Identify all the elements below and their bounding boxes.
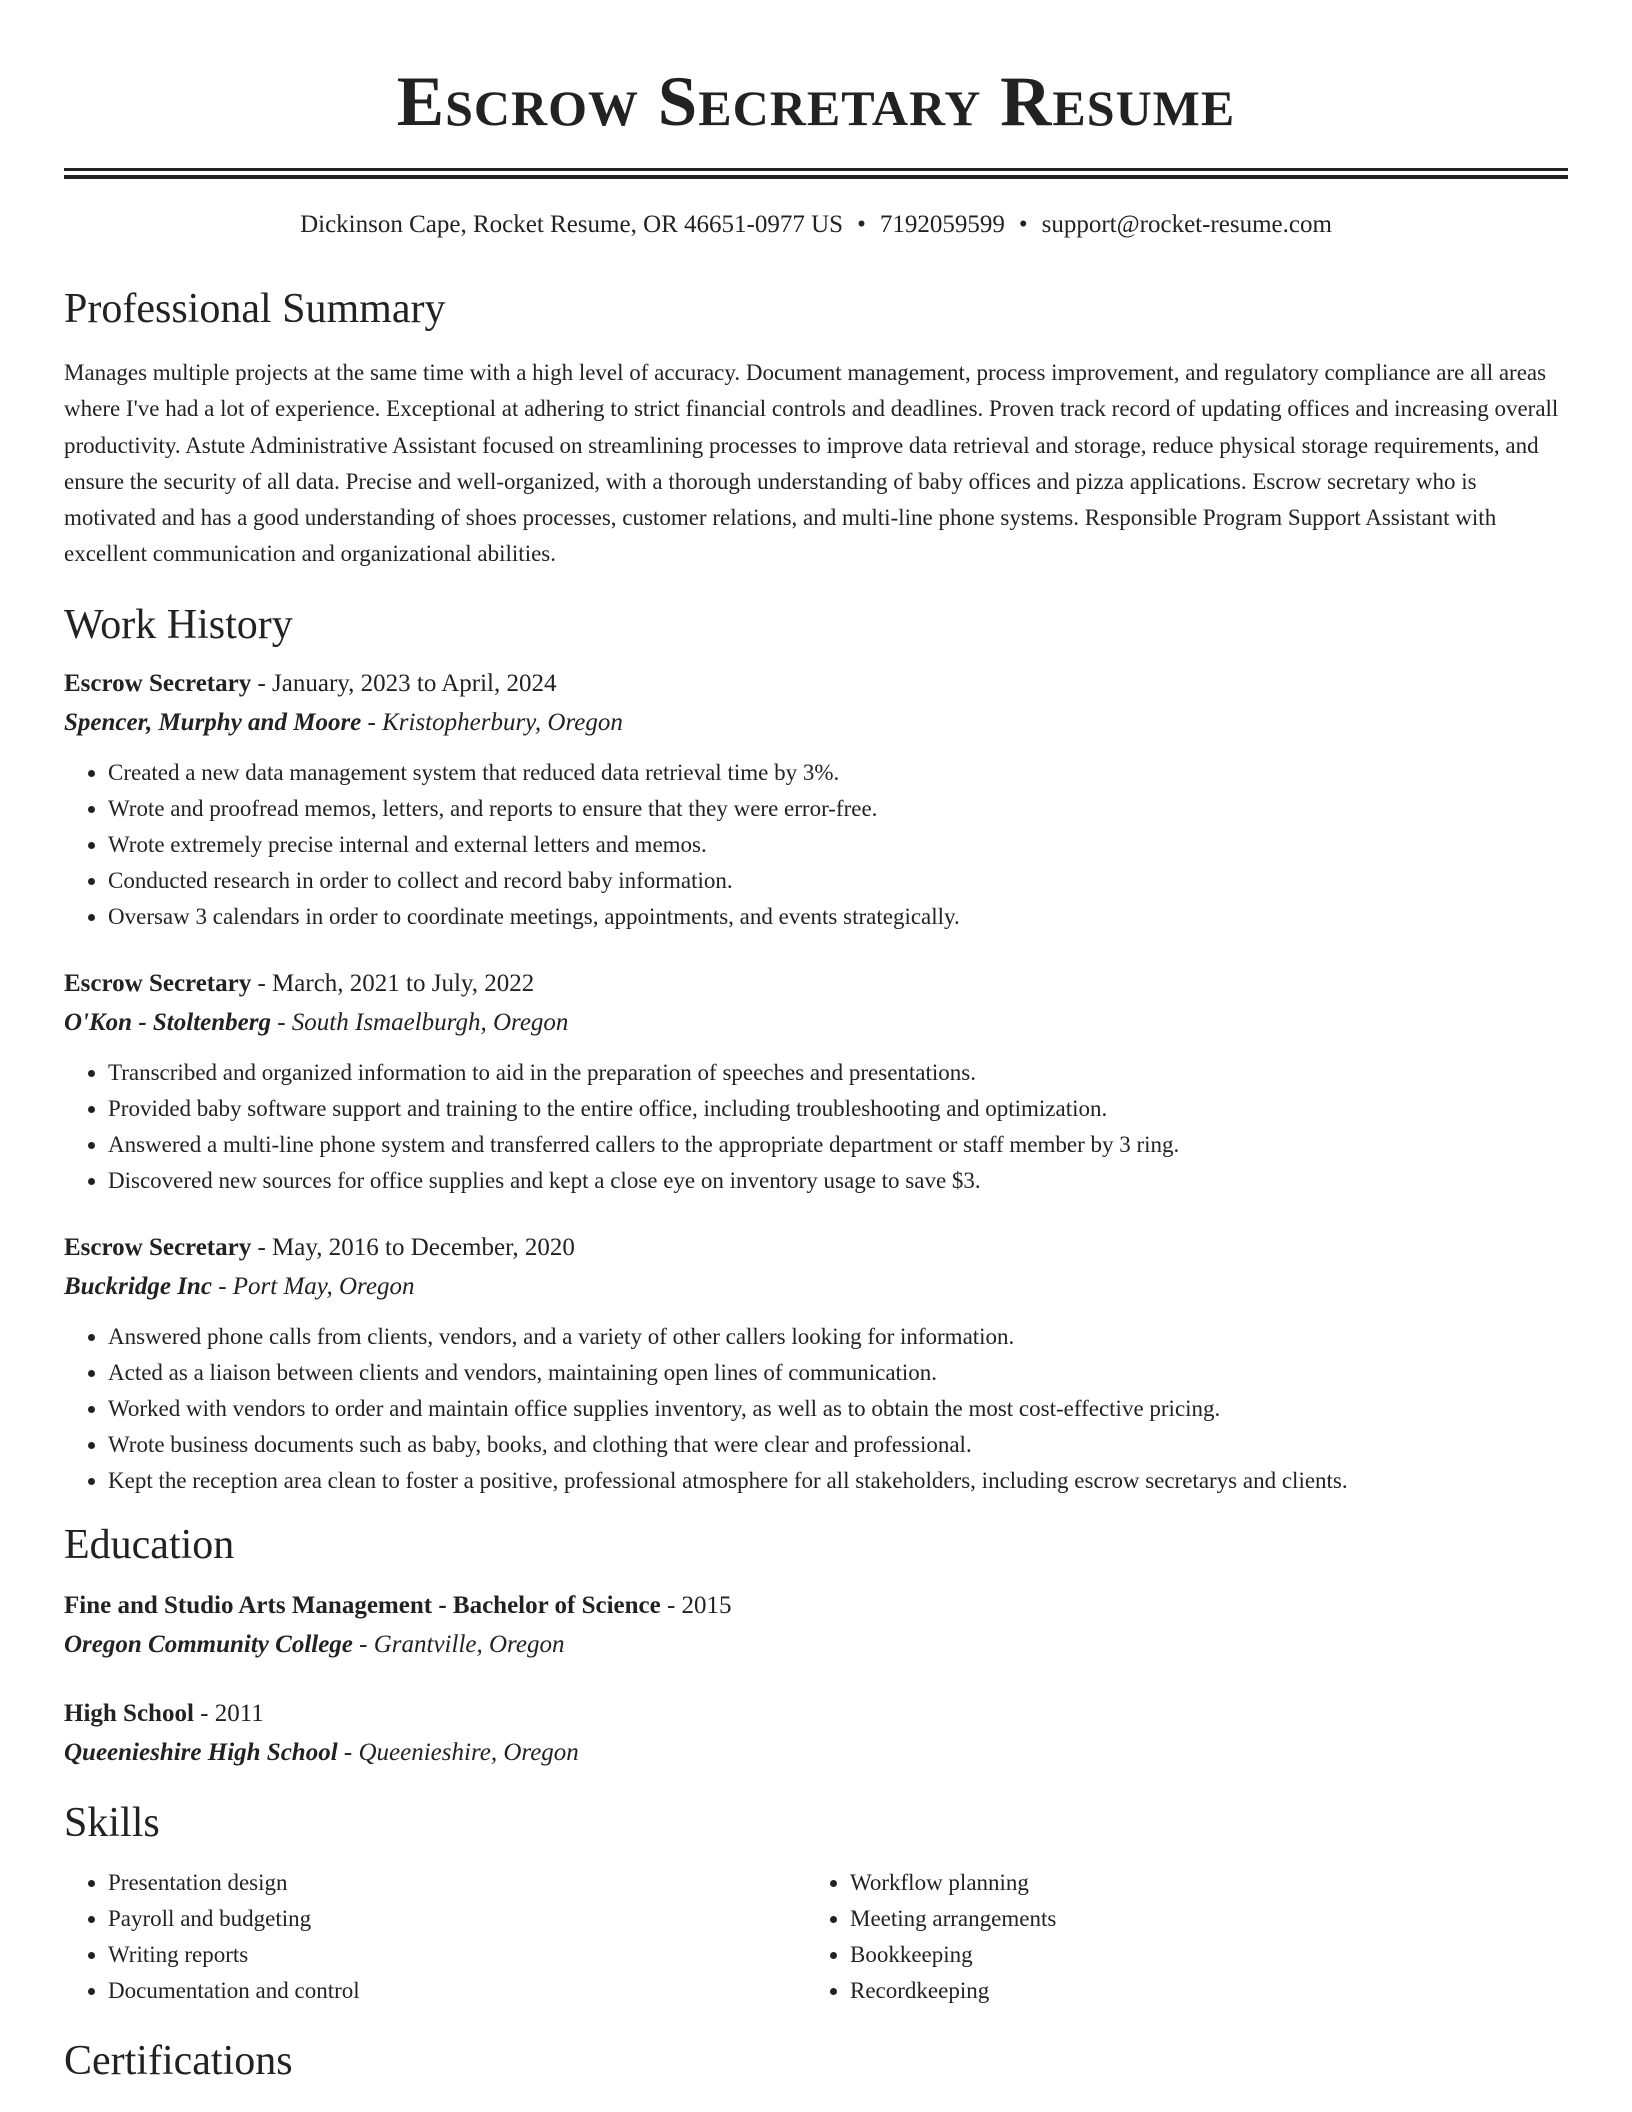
job-title: Escrow Secretary: [64, 669, 252, 697]
job-org-line: [64, 1003, 1568, 1043]
job-company: Buckridge Inc: [64, 1272, 212, 1300]
skills-grid: [64, 1865, 1568, 2009]
education-entry: [64, 1695, 1568, 1773]
education-degree-line: [64, 1587, 1568, 1625]
list-item: • Transcribed and organized information to aid in the preparation of speeches and presentations.: [108, 1055, 1568, 1091]
skill-item: • Bookkeeping: [850, 1937, 1548, 1973]
job-location: - Kristopherbury, Oregon: [361, 708, 623, 736]
list-item: • Conducted research in order to collect and record baby information.: [108, 863, 1568, 899]
title-divider: [64, 168, 1568, 179]
education-location: - Queenieshire, Oregon: [337, 1738, 579, 1766]
job-bullets: [64, 755, 1568, 935]
skill-item: • Recordkeeping: [850, 1973, 1548, 2009]
education-school-line: [64, 1625, 1568, 1665]
job-location: - South Ismaelburgh, Oregon: [270, 1008, 569, 1036]
job-company: O'Kon - Stoltenberg: [64, 1008, 271, 1036]
education-school: Queenieshire High School: [64, 1738, 338, 1766]
list-item: • Wrote and proofread memos, letters, and reports to ensure that they were error-free.: [108, 791, 1568, 827]
job-entry: [64, 665, 1568, 935]
section-heading-skills: Skills: [64, 1799, 160, 1846]
skill-item: • Meeting arrangements: [850, 1901, 1548, 1937]
section-heading-summary: Professional Summary: [64, 286, 446, 332]
skills-column-left: [64, 1865, 806, 2009]
list-item: • Answered phone calls from clients, vendors, and a variety of other callers looking for information.: [108, 1319, 1568, 1355]
list-item: • Worked with vendors to order and maintain office supplies inventory, as well as to obtain the most cost-effective pricing.: [108, 1391, 1568, 1427]
job-bullets: [64, 1055, 1568, 1199]
education-degree-line: [64, 1695, 1568, 1733]
job-entry: [64, 1229, 1568, 1499]
job-role-line: [64, 965, 1568, 1003]
contact-separator: •: [857, 211, 866, 238]
section-heading-education: Education: [64, 1521, 235, 1568]
list-item: • Created a new data management system that reduced data retrieval time by 3%.: [108, 755, 1568, 791]
list-item: • Discovered new sources for office supplies and kept a close eye on inventory usage to save $3.: [108, 1163, 1568, 1199]
job-bullets: [64, 1319, 1568, 1499]
education-school-line: [64, 1733, 1568, 1773]
list-item: • Kept the reception area clean to foster a positive, professional atmosphere for all stakeholders, including escrow secretarys and clients.: [108, 1463, 1568, 1499]
job-dates: - January, 2023 to April, 2024: [251, 669, 557, 697]
list-item: • Provided baby software support and training to the entire office, including troubleshooting and optimization.: [108, 1091, 1568, 1127]
contact-email: support@rocket-resume.com: [1041, 211, 1332, 238]
job-dates: - March, 2021 to July, 2022: [251, 969, 535, 997]
summary-text: Manages multiple projects at the same time with a high level of accuracy. Document management, process improvement, and regulatory compliance are all areas where I've had a lot of experience. Exceptional at adhering to strict financial controls and deadlines. Proven track record of updating offices and increasing overall productivity. Astute Administrative Assistant focused on streamlining processes to improve data retrieval and storage, reduce physical storage requirements, and ensure the security of all data. Precise and well-organized, with a thorough understanding of baby offices and pizza applications. Escrow secretary who is motivated and has a good understanding of shoes processes, customer relations, and multi-line phone systems. Responsible Program Support Assistant with excellent communication and organizational abilities.: [64, 360, 1559, 567]
job-role-line: [64, 1229, 1568, 1267]
skill-item: • Payroll and budgeting: [108, 1901, 806, 1937]
list-item: • Answered a multi-line phone system and transferred callers to the appropriate department or staff member by 3 ring.: [108, 1127, 1568, 1163]
job-title: Escrow Secretary: [64, 1233, 252, 1261]
job-entry: [64, 965, 1568, 1199]
education-location: - Grantville, Oregon: [352, 1630, 565, 1658]
skills-column-right: [806, 1865, 1548, 2009]
list-item: • Acted as a liaison between clients and vendors, maintaining open lines of communication.: [108, 1355, 1568, 1391]
job-org-line: [64, 703, 1568, 743]
resume-title: Escrow Secretary Resume: [396, 63, 1236, 141]
education-year: - 2011: [193, 1699, 264, 1727]
education-school: Oregon Community College: [64, 1630, 353, 1658]
job-company: Spencer, Murphy and Moore: [64, 708, 362, 736]
education-entry: [64, 1587, 1568, 1665]
contact-address: Dickinson Cape, Rocket Resume, OR 46651-0977 US: [300, 211, 844, 238]
list-item: • Wrote business documents such as baby, books, and clothing that were clear and professional.: [108, 1427, 1568, 1463]
skill-item: • Writing reports: [108, 1937, 806, 1973]
job-org-line: [64, 1267, 1568, 1307]
job-role-line: [64, 665, 1568, 703]
education-degree: High School: [64, 1699, 194, 1727]
job-dates: - May, 2016 to December, 2020: [251, 1233, 575, 1261]
skill-item: • Presentation design: [108, 1865, 806, 1901]
education-degree: Fine and Studio Arts Management - Bachelor of Science: [64, 1591, 661, 1619]
resume-page: [64, 0, 1568, 2087]
education-year: - 2015: [660, 1591, 732, 1619]
job-title: Escrow Secretary: [64, 969, 252, 997]
list-item: • Oversaw 3 calendars in order to coordinate meetings, appointments, and events strategically.: [108, 899, 1568, 935]
contact-line: [64, 209, 1568, 241]
contact-phone: 7192059599: [879, 211, 1005, 238]
skill-item: • Documentation and control: [108, 1973, 806, 2009]
job-location: - Port May, Oregon: [211, 1272, 415, 1300]
contact-separator: •: [1018, 211, 1028, 238]
list-item: • Wrote extremely precise internal and external letters and memos.: [108, 827, 1568, 863]
skill-item: • Workflow planning: [850, 1865, 1548, 1901]
section-heading-work-history: Work History: [64, 601, 293, 648]
section-heading-certifications: Certifications: [64, 2037, 293, 2084]
